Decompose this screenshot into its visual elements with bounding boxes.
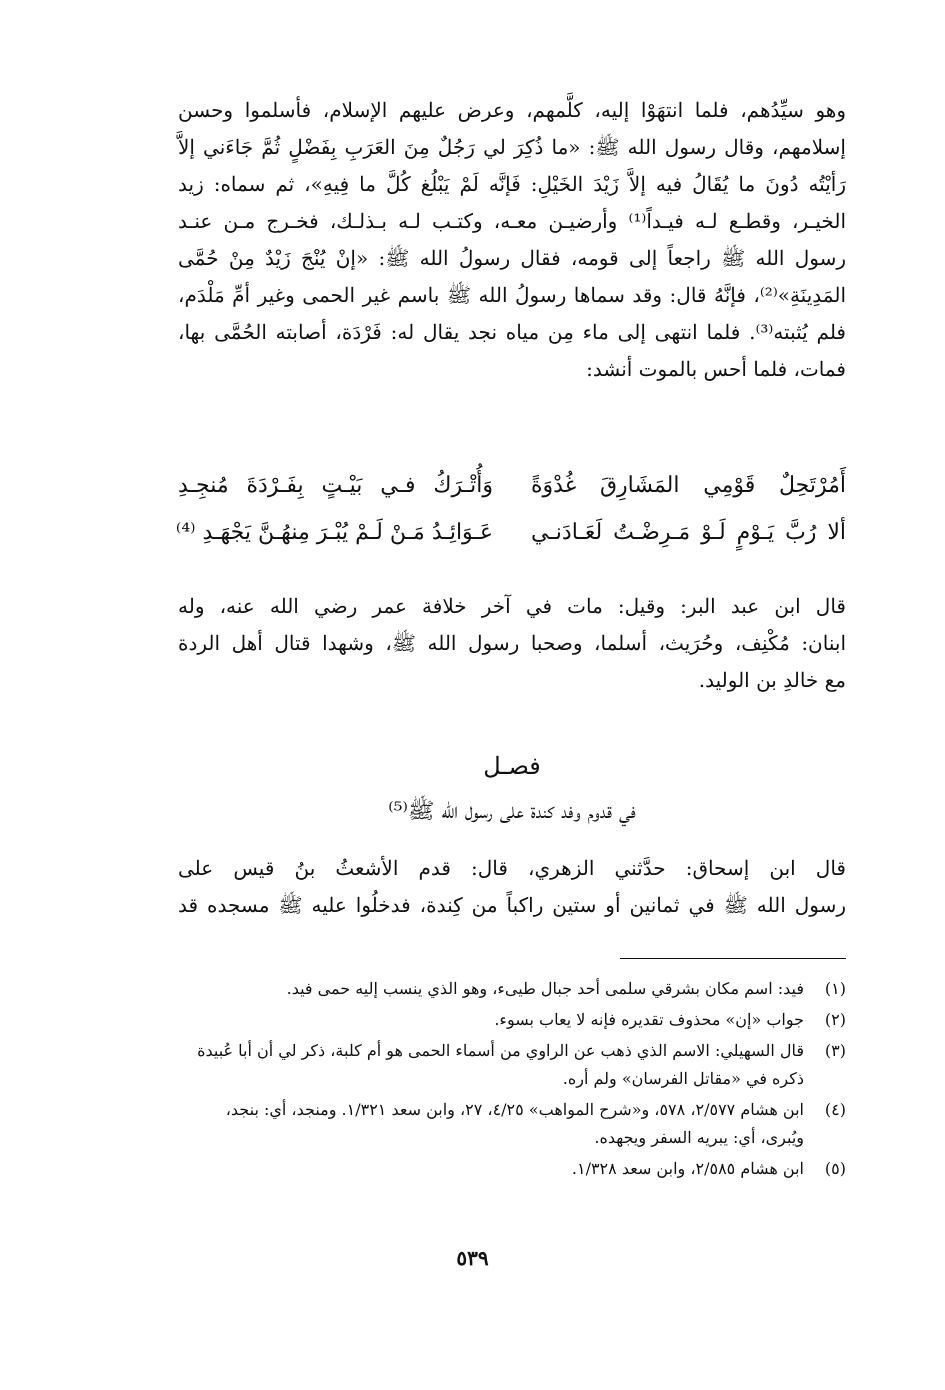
footnote-text: ابن هشام ٢/٥٧٧، ٥٧٨، و«شرح المواهب» ٤/٢٥، ٢٧، وابن سعد ١/٣٢١. ومنجد، أي: بنجد، ويُبرى، أي: يبريه السفر ويجهده. bbox=[225, 1100, 804, 1147]
footnote-number: (١) bbox=[824, 979, 846, 998]
footnote-text: ابن هشام ٢/٥٨٥، وابن سعد ١/٣٢٨. bbox=[571, 1159, 804, 1178]
text-line: ابنان: مُكْنِف، وحُرَيث، أسلما، وصحبا رسول الله ﷺ، وشهدا قتال أهل الردة bbox=[178, 631, 846, 655]
page-number: ٥٣٩ bbox=[456, 1246, 489, 1270]
footnote-separator bbox=[620, 958, 846, 959]
main-text-continued bbox=[178, 588, 846, 699]
footnote bbox=[178, 1006, 846, 1034]
footnote bbox=[178, 975, 846, 1003]
section-subtitle: في قدوم وفد كندة على رسول الله ﷺ⁽⁵⁾ bbox=[388, 799, 636, 824]
text-line: مع خالدِ بن الوليد. bbox=[698, 668, 846, 692]
text-line: المَدِينَةِ»⁽²⁾، فإنَّهُ قال: وقد سماها رسولُ الله ﷺ باسم غير الحمى وغير أمِّ مَلْدَم، bbox=[178, 283, 846, 307]
text-line: قال ابن عبد البر: وقيل: مات في آخر خلافة عمر رضي الله عنه، وله bbox=[178, 594, 846, 618]
text-line: فمات، فلما أحس بالموت أنشد: bbox=[586, 357, 846, 381]
verse-hemistich: أَمُرْتَحِلٌ قَوْمِي المَشَارِقَ غُدْوَةً bbox=[531, 473, 846, 498]
text-line: قال ابن إسحاق: حدَّثني الزهري، قال: قدم الأشعثُ بنُ قيس على bbox=[178, 856, 846, 880]
main-text bbox=[178, 92, 846, 388]
footnote-text: فيد: اسم مكان بشرقي سلمى أحد جبال طيىء، وهو الذي ينسب إليه حمى فيد. bbox=[286, 979, 804, 998]
section-title: فصـل bbox=[483, 752, 541, 780]
footnote-number: (٢) bbox=[824, 1010, 846, 1029]
text-line: رسول الله ﷺ راجعاً إلى قومه، فقال رسولُ الله ﷺ: «إنْ يُنْجَ زَيْدٌ مِنْ حُمَّى bbox=[178, 246, 846, 270]
text-line: وهو سيِّدُهم، فلما انتهَوْا إليه، كلَّمهم، وعرض عليهم الإسلام، فأسلموا وحسن bbox=[178, 98, 846, 122]
poem-verse bbox=[175, 462, 846, 556]
footnote bbox=[178, 1037, 846, 1093]
footnote bbox=[178, 1096, 846, 1152]
footnotes bbox=[178, 975, 846, 1186]
footnote-number: (٥) bbox=[824, 1159, 846, 1178]
text-line: إسلامهم، وقال رسول الله ﷺ: «ما ذُكِرَ لي رَجُلٌ مِنَ العَرَبِ بِفَضْلٍ ثُمَّ جَاءَني إلاَّ bbox=[178, 135, 846, 159]
verse-hemistich: وَأُتْـرَكُ فـي بَيْـتٍ بِفَـرْدَةَ مُنجِـدِ bbox=[178, 473, 493, 498]
verse-hemistich: ألا رُبَّ يَـوْمٍ لَـوْ مَـرِضْـتُ لَعَـادَنـي bbox=[531, 520, 846, 545]
footnote-text: جواب «إن» محذوف تقديره فإنه لا يعاب بسوء. bbox=[494, 1010, 804, 1029]
text-line: رَأيْتُه دُونَ ما يُقَالُ فيه إلاَّ زَيْدَ الخَيْلِ: فَإنَّه لَمْ يَبْلُغ كُلَّ ما فِيهِ»، ثم سماه: زيد bbox=[178, 172, 846, 196]
text-line: الخيـر، وقطـع لـه فيـداً⁽¹⁾ وأرضيـن معـه، وكتـب لـه بـذلـك، فخـرج مـن عنـد bbox=[178, 209, 846, 233]
verse-row bbox=[178, 462, 846, 509]
text-line: رسول الله ﷺ في ثمانين أو ستين راكباً من كِندة، فدخلُوا عليه ﷺ مسجده قد bbox=[178, 893, 846, 917]
verse-row bbox=[175, 509, 846, 556]
footnote-text: قال السهيلي: الاسم الذي ذهب عن الراوي من أسماء الحمى هو أم كلبة، ذكر لي أن أبا عُبيدة ذكره في «مقاتل الفرسان» ولم أره. bbox=[197, 1041, 804, 1088]
section-text bbox=[178, 850, 846, 924]
text-line: فلم يُثبته⁽³⁾. فلما انتهى إلى ماء مِن مياه نجد يقال له: فَرْدَة، أصابته الحُمَّى بها، bbox=[178, 320, 846, 344]
footnote-number: (٣) bbox=[824, 1041, 846, 1060]
footnote-number: (٤) bbox=[824, 1100, 846, 1119]
verse-hemistich: عَـوَائِـدُ مَـنْ لَـمْ يُبْـرَ مِنهُـنَّ يَجْهَـدِ ⁽⁴⁾ bbox=[175, 520, 493, 545]
footnote bbox=[178, 1155, 846, 1183]
